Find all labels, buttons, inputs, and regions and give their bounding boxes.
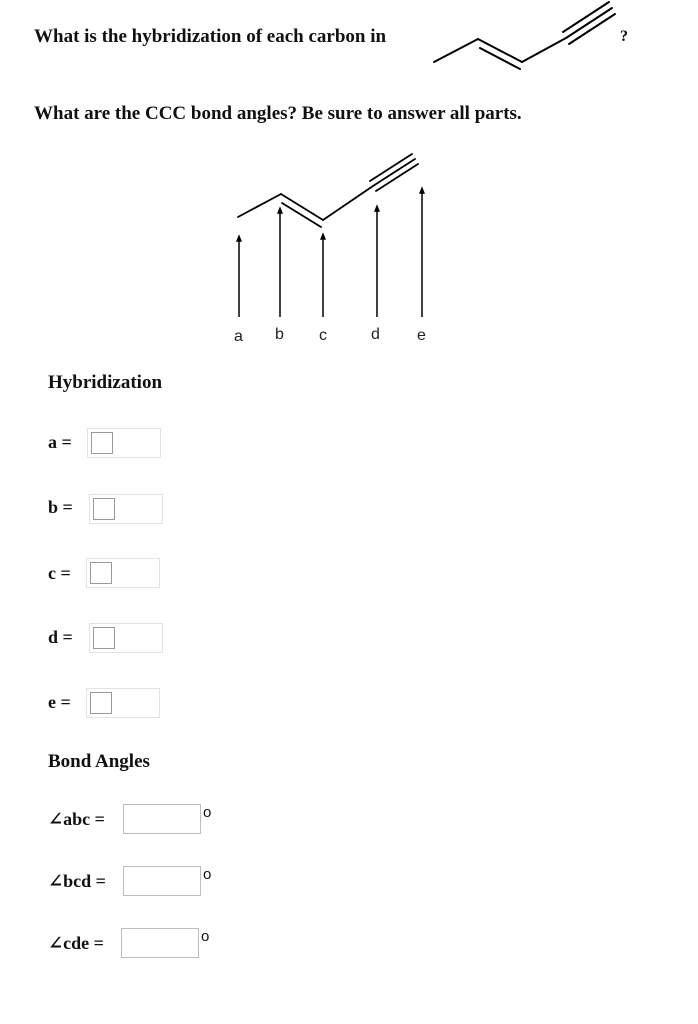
bond-angle-label-cde: ∠cde = [48,933,104,953]
dropdown-box-icon [93,627,115,649]
question-text: What is the hybridization of each carbon in [34,26,387,47]
hybridization-input-a[interactable] [87,428,161,458]
hybridization-input-c[interactable] [86,558,160,588]
diagram-label-a: a [234,328,243,345]
hybridization-label-e: e = [48,692,71,712]
diagram-label-e: e [417,327,426,344]
degree-symbol: o [203,866,212,883]
dropdown-box-icon [90,562,112,584]
bond-de-triple [373,159,415,186]
question-subtext: What are the CCC bond angles? Be sure to answer all parts. [34,103,522,124]
bond-angles-title: Bond Angles [48,751,150,772]
degree-symbol: o [203,804,212,821]
hybridization-input-b[interactable] [89,494,163,524]
bond-angle-input-bcd[interactable] [123,866,201,896]
bond-angle-label-abc: ∠abc = [48,809,105,829]
dropdown-box-icon [91,432,113,454]
hybridization-label-d: d = [48,627,73,647]
hybridization-title: Hybridization [48,372,163,393]
bond-ab [238,194,281,217]
hybridization-input-e[interactable] [86,688,160,718]
bond-angle-input-cde[interactable] [121,928,199,958]
dropdown-box-icon [90,692,112,714]
molecule-diagram [225,150,445,350]
diagram-label-c: c [319,327,327,344]
molecule-structure-small [430,0,620,70]
hybridization-input-d[interactable] [89,623,163,653]
bond-cd [323,186,373,220]
hybridization-label-c: c = [48,563,71,583]
hybridization-label-b: b = [48,497,73,517]
bond-angle-label-bcd: ∠bcd = [48,871,106,891]
bond-angle-input-abc[interactable] [123,804,201,834]
hybridization-label-a: a = [48,432,72,452]
dropdown-box-icon [93,498,115,520]
degree-symbol: o [201,928,210,945]
diagram-label-b: b [275,326,284,343]
question-help-mark[interactable]: ? [620,28,628,45]
diagram-label-d: d [371,326,380,343]
